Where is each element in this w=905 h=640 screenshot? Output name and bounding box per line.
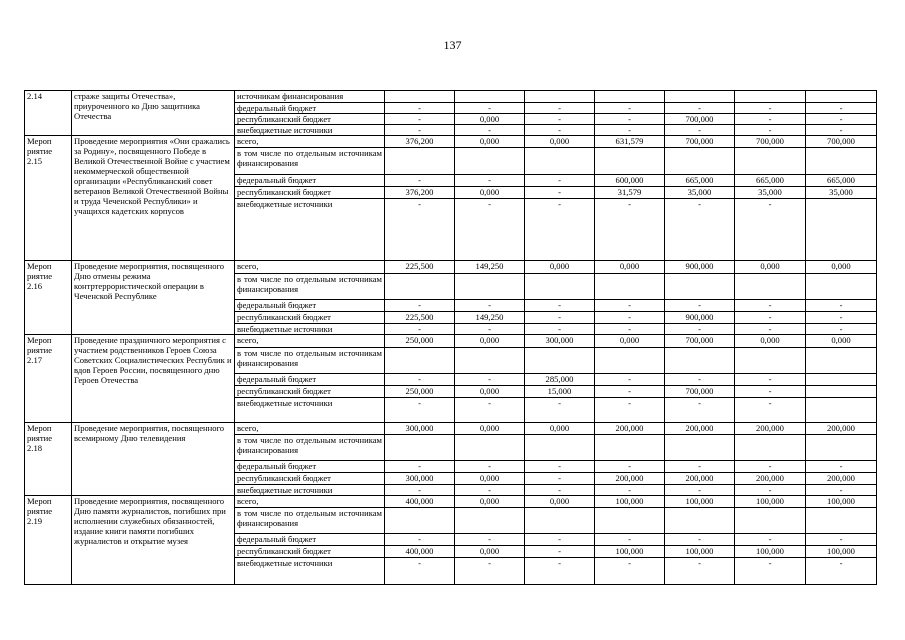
amount-cell: - <box>525 199 595 261</box>
amount-cell: - <box>385 485 455 496</box>
funding-source-label: в том числе по отдельным источникам финансирования <box>235 274 385 300</box>
amount-cell <box>735 508 806 534</box>
amount-cell: - <box>735 199 806 261</box>
amount-cell: - <box>806 558 877 585</box>
amount-cell: - <box>735 324 806 335</box>
amount-cell: - <box>665 398 735 423</box>
amount-cell: 300,000 <box>525 335 595 348</box>
amount-cell: 0,000 <box>806 335 877 348</box>
amount-cell <box>385 91 455 103</box>
funding-source-label: республиканский бюджет <box>235 386 385 398</box>
amount-cell: 225,500 <box>385 261 455 274</box>
amount-cell: - <box>595 534 665 546</box>
funding-source-label: в том числе по отдельным источникам финансирования <box>235 148 385 175</box>
amount-cell: 35,000 <box>665 187 735 199</box>
amount-cell: - <box>806 312 877 324</box>
amount-cell: 250,000 <box>385 386 455 398</box>
amount-cell: - <box>665 558 735 585</box>
amount-cell: - <box>455 300 525 312</box>
amount-cell: 100,000 <box>735 496 806 508</box>
page-number: 137 <box>443 38 462 52</box>
amount-cell <box>525 508 595 534</box>
amount-cell: - <box>665 461 735 473</box>
amount-cell: 0,000 <box>455 386 525 398</box>
amount-cell <box>385 435 455 461</box>
amount-cell: - <box>385 103 455 114</box>
amount-cell: 100,000 <box>665 546 735 558</box>
amount-cell: - <box>455 324 525 335</box>
amount-cell: 300,000 <box>385 473 455 485</box>
amount-cell: - <box>385 199 455 261</box>
amount-cell: - <box>525 114 595 125</box>
funding-source-label: внебюджетные источники <box>235 324 385 335</box>
amount-cell <box>806 199 877 261</box>
amount-cell: 700,000 <box>806 136 877 148</box>
amount-cell <box>595 274 665 300</box>
amount-cell: - <box>385 324 455 335</box>
amount-cell <box>665 435 735 461</box>
amount-cell: - <box>525 461 595 473</box>
amount-cell: 376,200 <box>385 136 455 148</box>
amount-cell: - <box>806 534 877 546</box>
amount-cell <box>735 274 806 300</box>
amount-cell: - <box>525 398 595 423</box>
amount-cell <box>525 348 595 374</box>
amount-cell <box>385 274 455 300</box>
amount-cell <box>455 435 525 461</box>
funding-source-label: республиканский бюджет <box>235 187 385 199</box>
amount-cell: - <box>525 534 595 546</box>
amount-cell: - <box>735 386 806 398</box>
activity-title: Проведение мероприятия «Они сражались за Родину», посвященного Победе в Великой Отечественной Войне с участием некоммерческой общественной организации «Республиканский совет ветеранов Великой Отечественной Войны и труда Чеченской Республики» и учащихся кадетских корпусов <box>72 136 235 261</box>
amount-cell: 35,000 <box>735 187 806 199</box>
amount-cell: - <box>595 324 665 335</box>
amount-cell: - <box>525 473 595 485</box>
funding-source-label: внебюджетные источники <box>235 199 385 261</box>
amount-cell: 0,000 <box>455 187 525 199</box>
amount-cell: 149,250 <box>455 312 525 324</box>
funding-source-label: в том числе по отдельным источникам финансирования <box>235 435 385 461</box>
amount-cell <box>385 508 455 534</box>
amount-cell <box>735 91 806 103</box>
amount-cell: 0,000 <box>455 335 525 348</box>
amount-cell: - <box>595 398 665 423</box>
amount-cell: - <box>455 398 525 423</box>
amount-cell <box>455 148 525 175</box>
table-row <box>25 136 877 148</box>
table-row <box>25 496 877 508</box>
amount-cell: 100,000 <box>595 496 665 508</box>
amount-cell: - <box>806 485 877 496</box>
amount-cell <box>455 274 525 300</box>
amount-cell <box>735 435 806 461</box>
funding-source-label: федеральный бюджет <box>235 103 385 114</box>
amount-cell: 400,000 <box>385 546 455 558</box>
amount-cell: - <box>665 324 735 335</box>
funding-source-label: внебюджетные источники <box>235 485 385 496</box>
amount-cell: - <box>595 485 665 496</box>
amount-cell: 149,250 <box>455 261 525 274</box>
amount-cell: - <box>735 461 806 473</box>
table-row <box>25 261 877 274</box>
amount-cell: - <box>385 300 455 312</box>
amount-cell <box>595 508 665 534</box>
amount-cell: - <box>455 199 525 261</box>
amount-cell: - <box>665 534 735 546</box>
amount-cell: - <box>665 125 735 136</box>
amount-cell: - <box>595 312 665 324</box>
amount-cell: 700,000 <box>665 335 735 348</box>
amount-cell <box>595 148 665 175</box>
funding-source-label: всего, <box>235 136 385 148</box>
amount-cell: 0,000 <box>525 261 595 274</box>
amount-cell <box>665 508 735 534</box>
amount-cell: - <box>385 461 455 473</box>
amount-cell: 0,000 <box>595 335 665 348</box>
funding-source-label: всего, <box>235 261 385 274</box>
amount-cell: - <box>735 114 806 125</box>
amount-cell: 35,000 <box>806 187 877 199</box>
table-row <box>25 423 877 435</box>
funding-source-label: федеральный бюджет <box>235 374 385 386</box>
amount-cell: - <box>525 187 595 199</box>
funding-source-label: в том числе по отдельным источникам финансирования <box>235 508 385 534</box>
amount-cell: 700,000 <box>665 136 735 148</box>
table-row <box>25 91 877 103</box>
funding-source-label: источникам финансирования <box>235 91 385 103</box>
amount-cell: 200,000 <box>665 423 735 435</box>
amount-cell: - <box>525 546 595 558</box>
activity-title: страже защиты Отечества», приуроченного ко Дню защитника Отечества <box>72 91 235 136</box>
amount-cell <box>806 148 877 175</box>
funding-source-label: всего, <box>235 496 385 508</box>
amount-cell: - <box>806 324 877 335</box>
amount-cell: - <box>735 485 806 496</box>
amount-cell <box>595 348 665 374</box>
amount-cell: 631,579 <box>595 136 665 148</box>
amount-cell: 100,000 <box>665 496 735 508</box>
amount-cell: 200,000 <box>735 423 806 435</box>
funding-source-label: всего, <box>235 423 385 435</box>
amount-cell: 0,000 <box>455 136 525 148</box>
amount-cell <box>806 386 877 398</box>
amount-cell: 0,000 <box>455 473 525 485</box>
amount-cell: - <box>806 300 877 312</box>
amount-cell: - <box>525 300 595 312</box>
amount-cell <box>665 274 735 300</box>
amount-cell: 200,000 <box>806 473 877 485</box>
amount-cell: - <box>455 558 525 585</box>
amount-cell: 0,000 <box>455 423 525 435</box>
funding-source-label: федеральный бюджет <box>235 300 385 312</box>
amount-cell: - <box>455 485 525 496</box>
amount-cell: - <box>385 175 455 187</box>
amount-cell: - <box>385 398 455 423</box>
amount-cell: 100,000 <box>735 546 806 558</box>
amount-cell: - <box>735 125 806 136</box>
amount-cell: - <box>595 374 665 386</box>
amount-cell: 250,000 <box>385 335 455 348</box>
amount-cell: 900,000 <box>665 312 735 324</box>
amount-cell <box>525 274 595 300</box>
amount-cell: 0,000 <box>525 496 595 508</box>
amount-cell: - <box>665 199 735 261</box>
amount-cell: - <box>735 312 806 324</box>
amount-cell: - <box>385 125 455 136</box>
amount-cell: - <box>735 398 806 423</box>
funding-source-label: республиканский бюджет <box>235 114 385 125</box>
funding-source-label: республиканский бюджет <box>235 312 385 324</box>
amount-cell: 700,000 <box>665 386 735 398</box>
amount-cell: 700,000 <box>665 114 735 125</box>
amount-cell: - <box>525 125 595 136</box>
amount-cell: 300,000 <box>385 423 455 435</box>
funding-source-label: федеральный бюджет <box>235 175 385 187</box>
amount-cell: - <box>525 312 595 324</box>
amount-cell: - <box>806 103 877 114</box>
amount-cell: 0,000 <box>455 496 525 508</box>
amount-cell <box>525 435 595 461</box>
amount-cell <box>806 398 877 423</box>
amount-cell: - <box>385 114 455 125</box>
amount-cell: - <box>595 558 665 585</box>
amount-cell: - <box>385 558 455 585</box>
activity-title: Проведение праздничного мероприятия с участием родственников Героев Союза Советских Социалистических Республик и вдов Героев России, посвященного дню Героев Отечества <box>72 335 235 423</box>
activity-title: Проведение мероприятия, посвященного Дню памяти журналистов, погибших при исполнении служебных обязанностей, издание книги памяти погибших журналистов и открытие музея <box>72 496 235 585</box>
amount-cell: 376,200 <box>385 187 455 199</box>
amount-cell: 665,000 <box>665 175 735 187</box>
amount-cell <box>455 348 525 374</box>
activity-code: Мероп риятие 2.18 <box>25 423 72 496</box>
amount-cell <box>525 91 595 103</box>
activity-code: Мероп риятие 2.17 <box>25 335 72 423</box>
amount-cell: - <box>735 103 806 114</box>
amount-cell <box>806 374 877 386</box>
amount-cell: 200,000 <box>595 423 665 435</box>
amount-cell: - <box>665 103 735 114</box>
amount-cell: - <box>735 374 806 386</box>
amount-cell: 700,000 <box>735 136 806 148</box>
amount-cell: 100,000 <box>806 496 877 508</box>
activity-code: Мероп риятие 2.19 <box>25 496 72 585</box>
table-row <box>25 335 877 348</box>
funding-source-label: федеральный бюджет <box>235 461 385 473</box>
amount-cell: - <box>525 558 595 585</box>
amount-cell: - <box>595 125 665 136</box>
amount-cell <box>455 508 525 534</box>
amount-cell <box>595 91 665 103</box>
activity-code: Мероп риятие 2.15 <box>25 136 72 261</box>
funding-source-label: в том числе по отдельным источникам финансирования <box>235 348 385 374</box>
amount-cell: - <box>595 103 665 114</box>
amount-cell: - <box>525 485 595 496</box>
amount-cell <box>806 274 877 300</box>
amount-cell: 100,000 <box>595 546 665 558</box>
amount-cell: - <box>735 300 806 312</box>
amount-cell: - <box>385 534 455 546</box>
activity-title: Проведение мероприятия, посвященного всемирному Дню телевидения <box>72 423 235 496</box>
amount-cell: - <box>665 300 735 312</box>
amount-cell: - <box>806 461 877 473</box>
amount-cell: - <box>595 114 665 125</box>
funding-source-label: внебюджетные источники <box>235 398 385 423</box>
amount-cell <box>806 435 877 461</box>
amount-cell: - <box>595 300 665 312</box>
amount-cell: - <box>595 386 665 398</box>
amount-cell: - <box>455 125 525 136</box>
funding-source-label: республиканский бюджет <box>235 473 385 485</box>
amount-cell: 0,000 <box>525 136 595 148</box>
amount-cell: 285,000 <box>525 374 595 386</box>
amount-cell: 0,000 <box>455 546 525 558</box>
amount-cell: - <box>806 114 877 125</box>
budget-table <box>24 90 877 585</box>
amount-cell: - <box>735 558 806 585</box>
amount-cell: 0,000 <box>806 261 877 274</box>
amount-cell: 200,000 <box>665 473 735 485</box>
amount-cell <box>595 435 665 461</box>
amount-cell: - <box>455 103 525 114</box>
amount-cell: 665,000 <box>735 175 806 187</box>
amount-cell: - <box>806 125 877 136</box>
amount-cell: 0,000 <box>455 114 525 125</box>
amount-cell <box>735 348 806 374</box>
amount-cell: - <box>735 534 806 546</box>
activity-title: Проведение мероприятия, посвященного Дню отмены режима контртеррористической операции в Чеченской Республике <box>72 261 235 335</box>
amount-cell: 900,000 <box>665 261 735 274</box>
amount-cell: 0,000 <box>525 423 595 435</box>
amount-cell: - <box>385 374 455 386</box>
amount-cell: - <box>665 485 735 496</box>
funding-source-label: внебюджетные источники <box>235 125 385 136</box>
amount-cell <box>806 91 877 103</box>
funding-source-label: всего, <box>235 335 385 348</box>
amount-cell: - <box>455 534 525 546</box>
amount-cell: 0,000 <box>735 335 806 348</box>
amount-cell <box>665 91 735 103</box>
amount-cell: - <box>595 199 665 261</box>
amount-cell <box>525 148 595 175</box>
amount-cell: - <box>455 461 525 473</box>
activity-code: Мероп риятие 2.16 <box>25 261 72 335</box>
amount-cell <box>385 348 455 374</box>
amount-cell: 200,000 <box>735 473 806 485</box>
amount-cell: 100,000 <box>806 546 877 558</box>
amount-cell: 225,500 <box>385 312 455 324</box>
amount-cell <box>806 508 877 534</box>
amount-cell: - <box>525 103 595 114</box>
amount-cell <box>455 91 525 103</box>
amount-cell: 31,579 <box>595 187 665 199</box>
amount-cell: 600,000 <box>595 175 665 187</box>
amount-cell: 200,000 <box>595 473 665 485</box>
amount-cell: - <box>525 324 595 335</box>
amount-cell <box>385 148 455 175</box>
amount-cell <box>806 348 877 374</box>
amount-cell: - <box>455 175 525 187</box>
funding-source-label: федеральный бюджет <box>235 534 385 546</box>
amount-cell: - <box>665 374 735 386</box>
amount-cell: 15,000 <box>525 386 595 398</box>
funding-source-label: внебюджетные источники <box>235 558 385 585</box>
activity-code: 2.14 <box>25 91 72 136</box>
amount-cell <box>735 148 806 175</box>
amount-cell <box>665 348 735 374</box>
amount-cell <box>665 148 735 175</box>
amount-cell: 400,000 <box>385 496 455 508</box>
amount-cell: 0,000 <box>595 261 665 274</box>
amount-cell: - <box>455 374 525 386</box>
amount-cell: 200,000 <box>806 423 877 435</box>
amount-cell: 665,000 <box>806 175 877 187</box>
amount-cell: - <box>595 461 665 473</box>
amount-cell: - <box>525 175 595 187</box>
amount-cell: 0,000 <box>735 261 806 274</box>
funding-source-label: республиканский бюджет <box>235 546 385 558</box>
